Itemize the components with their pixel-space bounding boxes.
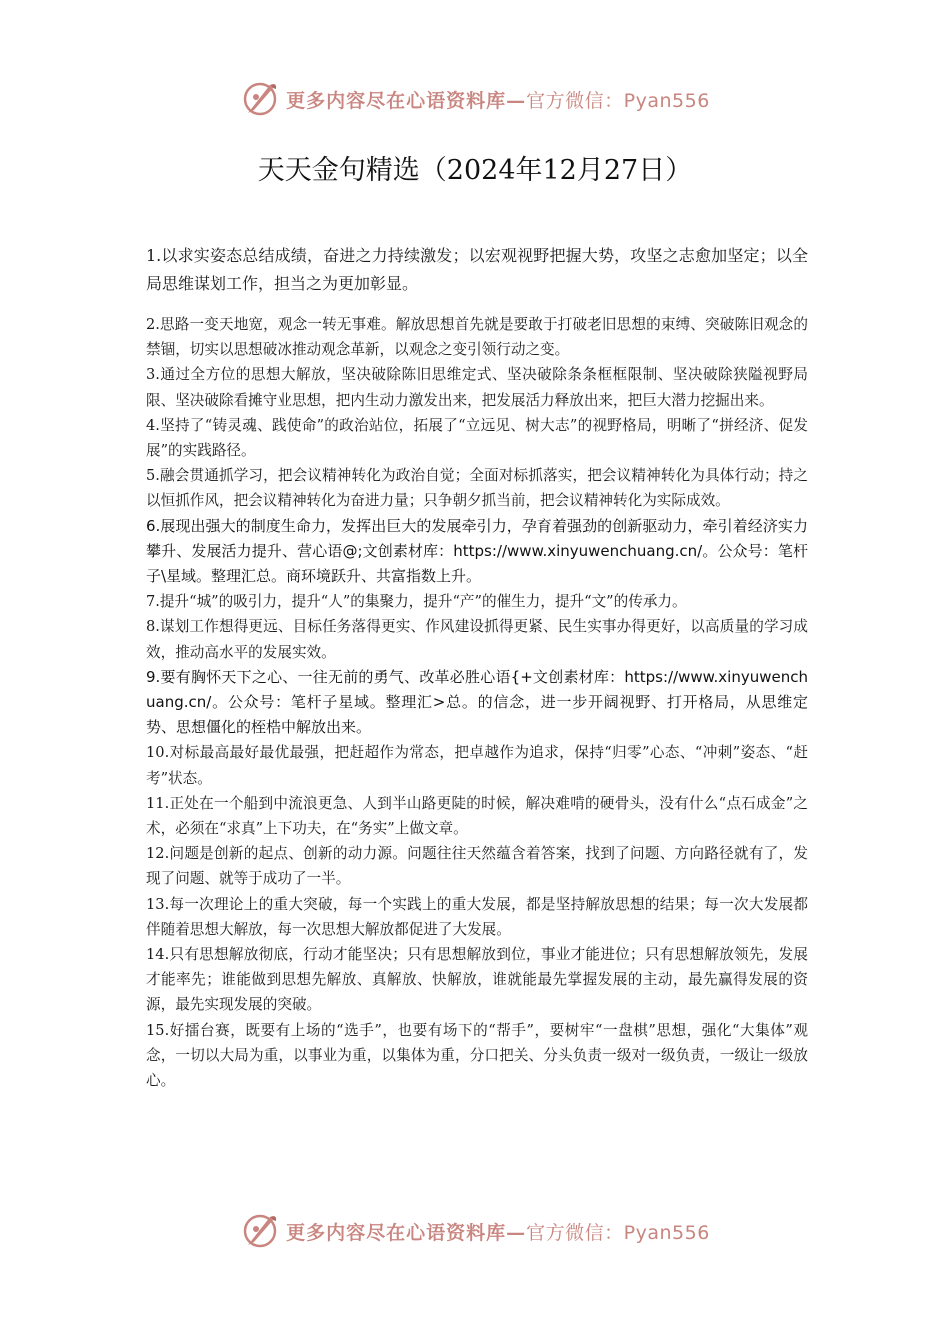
paragraph-5: 5.融会贯通抓学习，把会议精神转化为政治自觉；全面对标抓落实，把会议精神转化为具体行动；持之以恒抓作风，把会议精神转化为奋进力量；只争朝夕抓当前，把会议精神转化为实际成效。 <box>146 467 808 510</box>
banner-text <box>286 86 710 113</box>
banner-wechat: 官方微信：Pyan556 <box>526 1221 710 1244</box>
document-body <box>146 242 808 1093</box>
paragraph-8: 8.谋划工作想得更远、目标任务落得更实、作风建设抓得更紧、民生实事办得更好，以高质量的学习成效，推动高水平的发展实效。 <box>146 618 808 661</box>
quill-logo-icon <box>240 1211 280 1251</box>
banner-text <box>286 1218 710 1245</box>
header-banner <box>0 76 950 122</box>
paragraph-11: 11.正处在一个船到中流浪更急、人到半山路更陡的时候，解决难啃的硬骨头，没有什么“点石成金”之术，必须在“求真”上下功夫，在“务实”上做文章。 <box>146 794 808 838</box>
paragraph-1: 1.以求实姿态总结成绩，奋进之力持续激发；以宏观视野把握大势，攻坚之志愈加坚定；以全局思维谋划工作，担当之为更加彰显。 <box>146 246 808 293</box>
paragraph-12: 12.问题是创新的起点、创新的动力源。问题往往天然蕴含着答案，找到了问题、方向路径就有了，发现了问题、就等于成功了一半。 <box>146 845 808 888</box>
paragraph-9: 9.要有胸怀天下之心、一往无前的勇气、改革必胜心语{+文创素材库：https://www.xinyuwenchuang.cn/。公众号：笔杆子星域。整理汇>总。的信念，进一步开阔视野、打开格局，从思维定势、思想僵化的桎梏中解放出来。 <box>146 667 808 737</box>
page-title: 天天金句精选（2024年12月27日） <box>257 155 693 186</box>
banner-wechat: 官方微信：Pyan556 <box>526 89 710 112</box>
paragraph-14: 14.只有思想解放彻底，行动才能坚决；只有思想解放到位，事业才能进位；只有思想解放领先，发展才能率先；谁能做到思想先解放、真解放、快解放，谁就能最先掌握发展的主动，最先赢得发展的资源，最先实现发展的突破。 <box>146 946 808 1014</box>
paragraph-13: 13.每一次理论上的重大突破，每一个实践上的重大发展，都是坚持解放思想的结果；每一次大发展都伴随着思想大解放，每一次思想大解放都促进了大发展。 <box>146 895 808 938</box>
paragraph-7: 7.提升“城”的吸引力，提升“人”的集聚力，提升“产”的催生力，提升“文”的传承力。 <box>146 593 687 611</box>
paragraph-10: 10.对标最高最好最优最强，把赶超作为常态，把卓越作为追求，保持“归零”心态、“冲刺”姿态、“赶考”状态。 <box>146 744 808 787</box>
paragraph-15: 15.好擂台赛，既要有上场的“选手”，也要有场下的“帮手”，要树牢“一盘棋”思想，强化“大集体”观念，一切以大局为重，以事业为重，以集体为重，分口把关、分头负责一级对一级负责，一级让一级放心。 <box>146 1021 808 1090</box>
paragraph-2: 2.思路一变天地宽，观念一转无事难。解放思想首先就是要敢于打破老旧思想的束缚、突破陈旧观念的禁锢，切实以思想破冰推动观念革新，以观念之变引领行动之变。 <box>146 316 808 359</box>
banner-text-main: 更多内容尽在心语资料库— <box>286 89 527 112</box>
paragraph-3: 3.通过全方位的思想大解放，坚决破除陈旧思维定式、坚决破除条条框框限制、坚决破除狭隘视野局限、坚决破除看摊守业思想，把内生动力激发出来，把发展活力释放出来，把巨大潜力挖掘出来。 <box>146 366 808 409</box>
paragraph-6: 6.展现出强大的制度生命力，发挥出巨大的发展牵引力，孕育着强劲的创新驱动力，牵引着经济实力攀升、发展活力提升、营心语@;文创素材库：https://www.xinyuwenchuang.cn/。公众号：笔杆子\星域。整理汇总。商环境跃升、共富指数上升。 <box>146 516 808 586</box>
footer-banner <box>0 1208 950 1254</box>
quill-logo-icon <box>240 79 280 119</box>
banner-text-main: 更多内容尽在心语资料库— <box>286 1221 527 1244</box>
paragraph-4: 4.坚持了“铸灵魂、践使命”的政治站位，拓展了“立远见、树大志”的视野格局，明晰了“拼经济、促发展”的实践路径。 <box>146 416 808 460</box>
